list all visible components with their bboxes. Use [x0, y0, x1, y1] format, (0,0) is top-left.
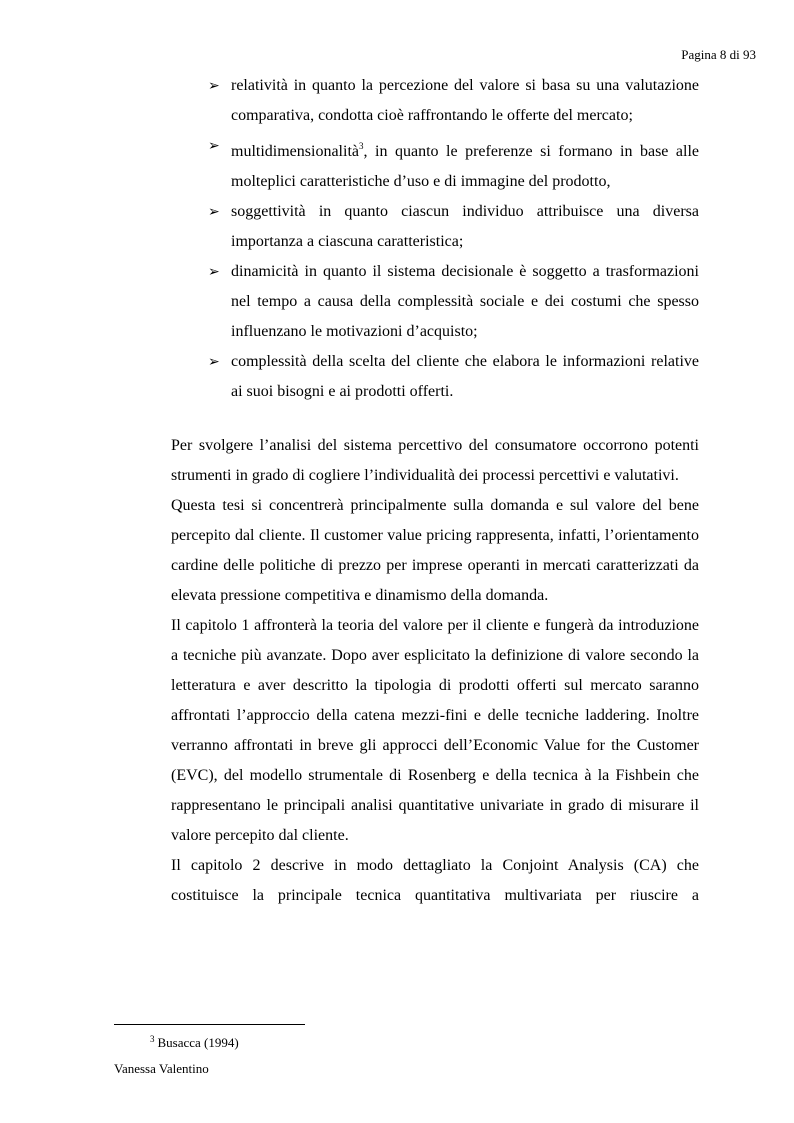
arrow-bullet-icon: ➢ [208, 204, 220, 220]
list-item-text: dinamicità in quanto il sistema decisionale è soggetto a trasformazioni nel tempo a causa della complessità sociale e dei costumi che spesso influenzano le motivazioni d’acquisto; [231, 263, 699, 340]
list-item-text: soggettività in quanto ciascun individuo attribuisce una diversa importanza a ciascuna caratteristica; [231, 203, 699, 250]
footnote-number: 3 [150, 1034, 155, 1044]
paragraph: Questa tesi si concentrerà principalmente sulla domanda e sul valore del bene percepito dal cliente. Il customer value pricing rappresenta, infatti, l’orientamento cardine delle politiche di prezzo per imprese operanti in mercati caratterizzati da elevata pressione competitiva e dinamismo della domanda. [171, 497, 699, 604]
page-number: Pagina 8 di 93 [681, 47, 756, 62]
footnote-divider [114, 1024, 305, 1025]
list-item [208, 197, 699, 257]
list-item [208, 131, 699, 197]
paragraph: Per svolgere l’analisi del sistema percettivo del consumatore occorrono potenti strumenti in grado di cogliere l’individualità dei processi percettivi e valutativi. [171, 437, 699, 484]
list-item-text: relatività in quanto la percezione del valore si basa su una valutazione comparativa, condotta cioè raffrontando le offerte del mercato; [231, 77, 699, 124]
arrow-bullet-icon: ➢ [208, 264, 220, 280]
paragraph: Il capitolo 1 affronterà la teoria del valore per il cliente e fungerà da introduzione a tecniche più avanzate. Dopo aver esplicitato la definizione di valore secondo la letteratura e aver descritto la tipologia di prodotti offerti sul mercato saranno affrontati l’approccio della catena mezzi-fini e delle tecniche laddering. Inoltre verranno affrontati in breve gli approcci dell’Economic Value for the Customer (EVC), del modello strumentale di Rosenberg e della tecnica à la Fishbein che rappresentano le principali analisi quantitative univariate in grado di misurare il valore percepito dal cliente. [171, 617, 699, 844]
list-item [208, 347, 699, 407]
arrow-bullet-icon: ➢ [208, 78, 220, 94]
arrow-bullet-icon: ➢ [208, 354, 220, 370]
bullet-list [208, 71, 699, 407]
body-text [171, 431, 699, 911]
footnote [150, 1031, 239, 1051]
footer-author: Vanessa Valentino [114, 1061, 209, 1076]
paragraph: Il capitolo 2 descrive in modo dettagliato la Conjoint Analysis (CA) che costituisce la principale tecnica quantitativa multivariata per riuscire a [171, 857, 699, 904]
list-item [208, 257, 699, 347]
list-item-text: multidimensionalità [231, 143, 359, 160]
footnote-text: Busacca (1994) [157, 1035, 239, 1050]
list-item-text: , in quanto le preferenze si formano in base alle molteplici caratteristiche d’uso e di immagine del prodotto, [231, 143, 699, 190]
list-item [208, 71, 699, 131]
list-item-text: complessità della scelta del cliente che elabora le informazioni relative ai suoi bisogni e ai prodotti offerti. [231, 353, 699, 400]
arrow-bullet-icon: ➢ [208, 138, 220, 154]
footnote-reference[interactable]: 3 [358, 141, 364, 151]
